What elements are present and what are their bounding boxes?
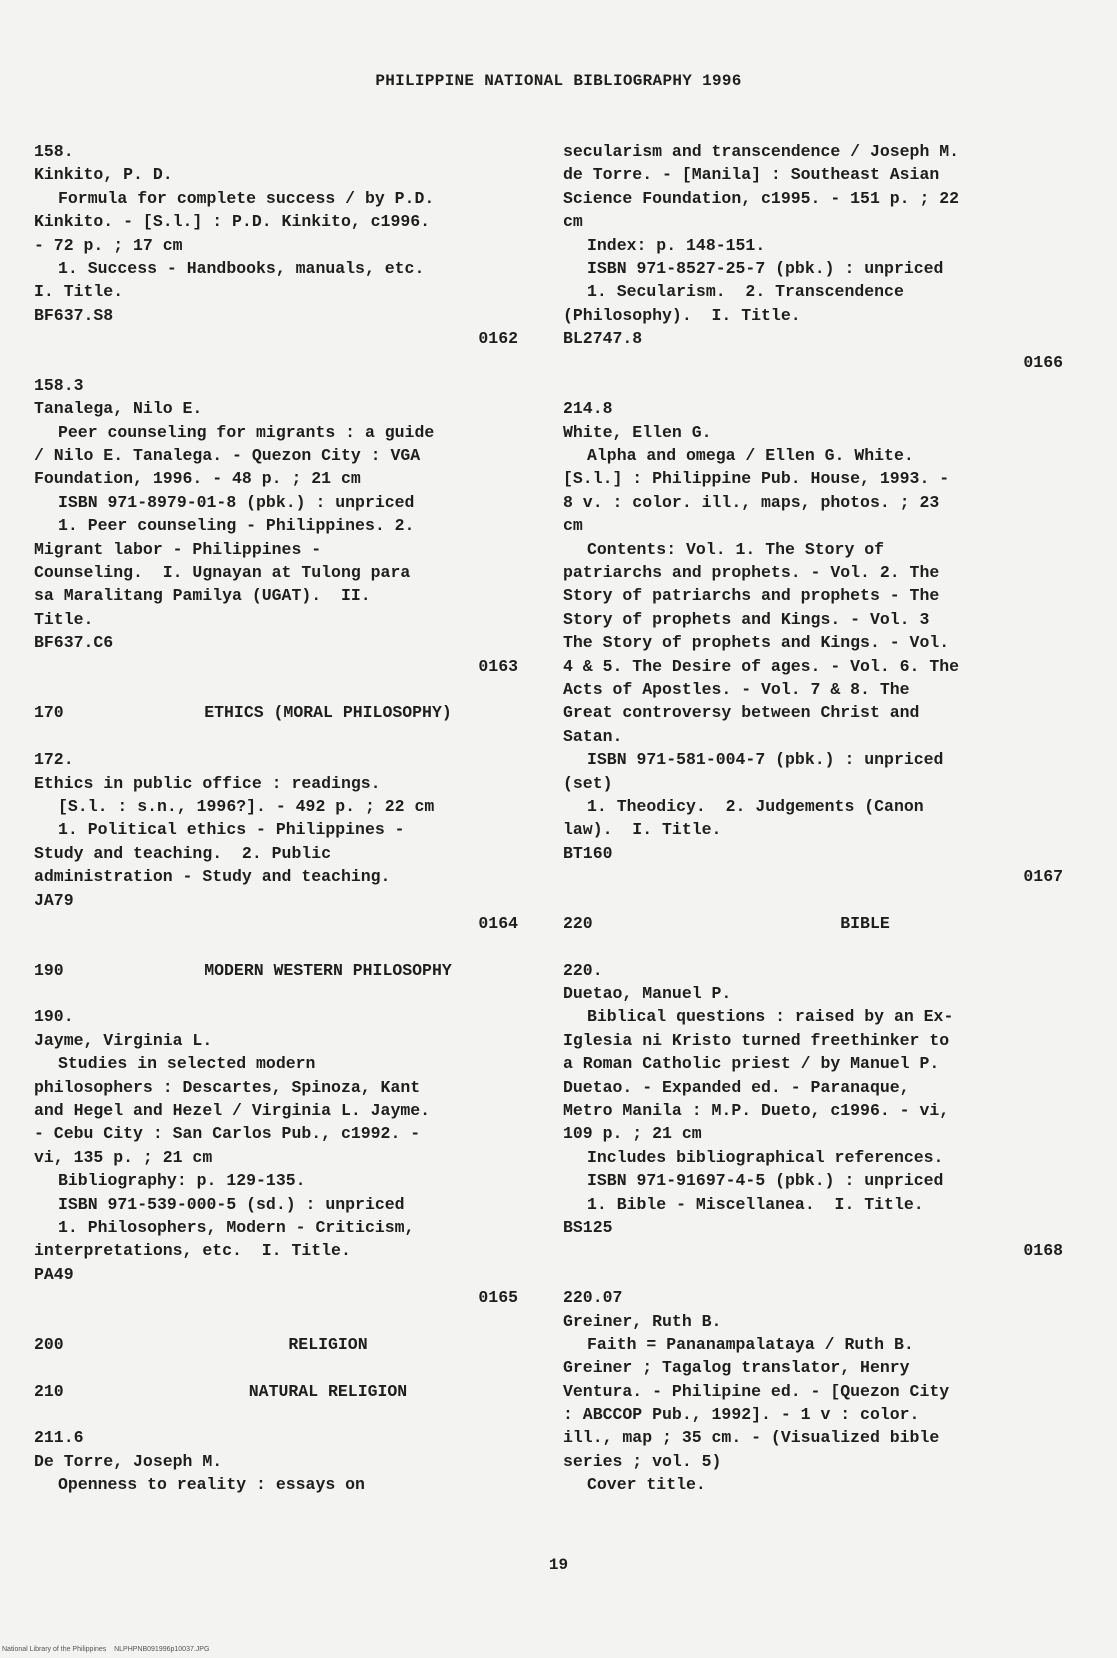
- entry-line: I. Title.: [34, 282, 124, 302]
- entry-line: (Philosophy). I. Title.: [563, 305, 801, 325]
- entry-line: BT160: [563, 843, 613, 863]
- entry-line: Title.: [34, 609, 94, 629]
- entry-line: Tanalega, Nilo E.: [34, 399, 203, 419]
- entry-line: Metro Manila : M.P. Dueto, c1996. - vi,: [563, 1101, 950, 1121]
- section-heading-title: MODERN WESTERN PHILOSOPHY: [204, 960, 452, 980]
- entry-line: Study and teaching. 2. Public: [34, 843, 332, 863]
- entry-line: The Story of prophets and Kings. - Vol.: [563, 633, 950, 653]
- entry-line: Greiner ; Tagalog translator, Henry: [563, 1358, 910, 1378]
- entry-line: BF637.C6: [34, 633, 114, 653]
- entry-number: 0167: [1023, 867, 1063, 887]
- entry-line: De Torre, Joseph M.: [34, 1451, 223, 1471]
- entry-number: 0165: [478, 1288, 518, 1308]
- section-heading: [34, 959, 518, 982]
- entry-line: [S.l. : s.n., 1996?]. - 492 p. ; 22 cm: [58, 796, 435, 816]
- entry-line: and Hegel and Hezel / Virginia L. Jayme.: [34, 1101, 431, 1121]
- spacer: [563, 1263, 1063, 1286]
- entry-line: White, Ellen G.: [563, 422, 712, 442]
- entry-line: ISBN 971-91697-4-5 (pbk.) : unpriced: [587, 1171, 944, 1191]
- entry-line: 1. Philosophers, Modern - Criticism,: [58, 1217, 415, 1237]
- entry-line: Index: p. 148-151.: [587, 235, 766, 255]
- entry-line: Story of patriarchs and prophets - The: [563, 586, 940, 606]
- spacer: [34, 678, 518, 701]
- entry-line: law). I. Title.: [563, 820, 722, 840]
- spacer: [34, 351, 518, 374]
- entry-line: administration - Study and teaching.: [34, 867, 391, 887]
- entry-line: Greiner, Ruth B.: [563, 1311, 722, 1331]
- entry-line: Cover title.: [587, 1475, 706, 1495]
- entry-line: Alpha and omega / Ellen G. White.: [587, 446, 914, 466]
- entry-line: BF637.S8: [34, 305, 114, 325]
- entry-line: Ventura. - Philipine ed. - [Quezon City: [563, 1381, 950, 1401]
- entry-line: PA49: [34, 1264, 74, 1284]
- entry-line: BL2747.8: [563, 329, 643, 349]
- spacer: [34, 982, 518, 1005]
- entry-line: cm: [563, 516, 583, 536]
- entry-line: philosophers : Descartes, Spinoza, Kant: [34, 1077, 421, 1097]
- entry-line: ISBN 971-539-000-5 (sd.) : unpriced: [58, 1194, 405, 1214]
- entry-line: interpretations, etc. I. Title.: [34, 1241, 351, 1261]
- entry-line: Faith = Pananampalataya / Ruth B.: [587, 1334, 914, 1354]
- entry-number: 0162: [478, 329, 518, 349]
- spacer: [34, 725, 518, 748]
- section-heading: [34, 1380, 518, 1403]
- section-heading: [34, 701, 518, 724]
- entry-line: a Roman Catholic priest / by Manuel P.: [563, 1054, 940, 1074]
- entry-line: 158.3: [34, 375, 84, 395]
- section-heading-title: ETHICS (MORAL PHILOSOPHY): [204, 703, 452, 723]
- entry-line: Migrant labor - Philippines -: [34, 539, 322, 559]
- entry-number: 0166: [1023, 352, 1063, 372]
- entry-line: Duetao. - Expanded ed. - Paranaque,: [563, 1077, 910, 1097]
- entry-line: Story of prophets and Kings. - Vol. 3: [563, 609, 930, 629]
- spacer: [563, 374, 1063, 397]
- entry-number: 0163: [478, 656, 518, 676]
- entry-number: 0164: [478, 913, 518, 933]
- entry-line: - 72 p. ; 17 cm: [34, 235, 183, 255]
- entry-line: (set): [563, 773, 613, 793]
- entry-line: Great controversy between Christ and: [563, 703, 920, 723]
- entry-line: ISBN 971-8527-25-7 (pbk.) : unpriced: [587, 258, 944, 278]
- entry-line: cm: [563, 212, 583, 232]
- entry-line: Science Foundation, c1995. - 151 p. ; 22: [563, 188, 960, 208]
- entry-line: Foundation, 1996. - 48 p. ; 21 cm: [34, 469, 361, 489]
- entry-line: Peer counseling for migrants : a guide: [58, 422, 435, 442]
- section-class-number: 170: [34, 703, 64, 723]
- entry-line: vi, 135 p. ; 21 cm: [34, 1147, 213, 1167]
- entry-line: Iglesia ni Kristo turned freethinker to: [563, 1030, 950, 1050]
- entry-line: JA79: [34, 890, 74, 910]
- entry-line: 1. Political ethics - Philippines -: [58, 820, 405, 840]
- entry-line: Openness to reality : essays on: [58, 1475, 365, 1495]
- entry-line: Kinkito, P. D.: [34, 165, 173, 185]
- entry-line: : ABCCOP Pub., 1992]. - 1 v : color.: [563, 1405, 920, 1425]
- entry-line: secularism and transcendence / Joseph M.: [563, 142, 960, 161]
- page-title: PHILIPPINE NATIONAL BIBLIOGRAPHY 1996: [375, 72, 742, 90]
- entry-line: Acts of Apostles. - Vol. 7 & 8. The: [563, 679, 910, 699]
- entry-line: Kinkito. - [S.l.] : P.D. Kinkito, c1996.: [34, 212, 431, 232]
- section-class-number: 200: [34, 1334, 64, 1354]
- entry-line: 4 & 5. The Desire of ages. - Vol. 6. The: [563, 656, 960, 676]
- entry-line: Satan.: [563, 726, 623, 746]
- entry-line: 1. Secularism. 2. Transcendence: [587, 282, 904, 302]
- entry-line: 220.07: [563, 1288, 623, 1308]
- entry-line: Duetao, Manuel P.: [563, 984, 732, 1004]
- entry-number: 0168: [1023, 1241, 1063, 1261]
- entry-line: 158.: [34, 142, 74, 161]
- entry-line: Jayme, Virginia L.: [34, 1030, 213, 1050]
- entry-line: Ethics in public office : readings.: [34, 773, 381, 793]
- footer-note: [2, 1646, 209, 1653]
- spacer: [563, 889, 1063, 912]
- entry-line: 1. Theodicy. 2. Judgements (Canon: [587, 796, 924, 816]
- section-heading-title: RELIGION: [288, 1334, 368, 1354]
- footer-file: NLPHPNB091996p10037.JPG: [114, 1646, 210, 1653]
- entry-line: series ; vol. 5): [563, 1451, 722, 1471]
- entry-line: Includes bibliographical references.: [587, 1147, 944, 1167]
- entry-line: Contents: Vol. 1. The Story of: [587, 539, 885, 559]
- entry-line: Counseling. I. Ugnayan at Tulong para: [34, 563, 411, 583]
- page-number: 19: [548, 1556, 569, 1574]
- section-heading-title: NATURAL RELIGION: [248, 1381, 408, 1401]
- entry-line: 211.6: [34, 1428, 84, 1448]
- spacer: [563, 935, 1063, 958]
- entry-line: sa Maralitang Pamilya (UGAT). II.: [34, 586, 371, 606]
- entry-line: 109 p. ; 21 cm: [563, 1124, 702, 1144]
- entry-line: Formula for complete success / by P.D.: [58, 188, 435, 208]
- spacer: [34, 1310, 518, 1333]
- entry-line: 214.8: [563, 399, 613, 419]
- entry-line: 220.: [563, 960, 603, 980]
- entry-line: ISBN 971-581-004-7 (pbk.) : unpriced: [587, 750, 944, 770]
- entry-line: de Torre. - [Manila] : Southeast Asian: [563, 165, 940, 185]
- section-heading-title: BIBLE: [840, 913, 890, 933]
- entry-line: [S.l.] : Philippine Pub. House, 1993. -: [563, 469, 950, 489]
- entry-line: 1. Success - Handbooks, manuals, etc.: [58, 258, 425, 278]
- entry-line: 1. Peer counseling - Philippines. 2.: [58, 516, 415, 536]
- section-class-number: 220: [563, 913, 593, 933]
- entry-line: 1. Bible - Miscellanea. I. Title.: [587, 1194, 924, 1214]
- section-class-number: 190: [34, 960, 64, 980]
- entry-line: Biblical questions : raised by an Ex-: [587, 1007, 954, 1027]
- entry-line: 172.: [34, 750, 74, 770]
- spacer: [34, 935, 518, 958]
- entry-line: ISBN 971-8979-01-8 (pbk.) : unpriced: [58, 492, 415, 512]
- entry-line: BS125: [563, 1217, 613, 1237]
- spacer: [34, 1356, 518, 1379]
- entry-line: / Nilo E. Tanalega. - Quezon City : VGA: [34, 446, 421, 466]
- left-column: [34, 140, 518, 1497]
- entry-line: ill., map ; 35 cm. - (Visualized bible: [563, 1428, 940, 1448]
- entry-line: - Cebu City : San Carlos Pub., c1992. -: [34, 1124, 421, 1144]
- entry-line: patriarchs and prophets. - Vol. 2. The: [563, 563, 940, 583]
- spacer: [34, 1403, 518, 1426]
- entry-line: 8 v. : color. ill., maps, photos. ; 23: [563, 492, 940, 512]
- section-heading: [563, 912, 1063, 935]
- footer-institution: National Library of the Philippines: [2, 1646, 107, 1653]
- section-class-number: 210: [34, 1381, 64, 1401]
- section-heading: [34, 1333, 518, 1356]
- right-column: [563, 140, 1063, 1497]
- entry-line: Studies in selected modern: [58, 1054, 316, 1074]
- entry-line: 190.: [34, 1007, 74, 1027]
- entry-line: Bibliography: p. 129-135.: [58, 1171, 306, 1191]
